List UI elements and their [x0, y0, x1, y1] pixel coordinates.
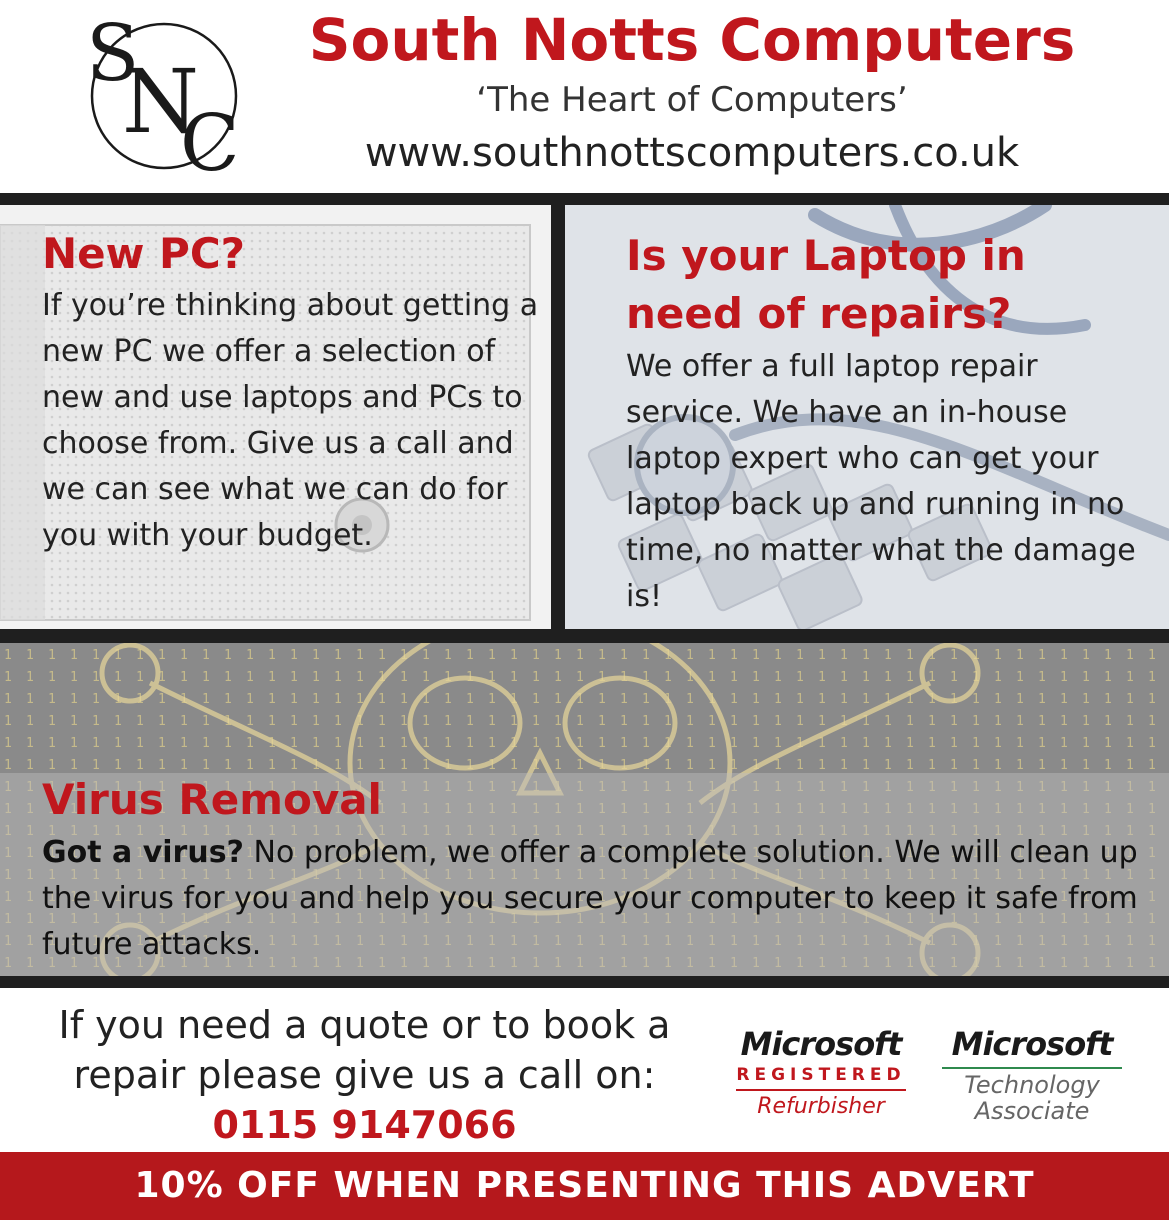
microsoft-technology-associate-badge [932, 1024, 1132, 1134]
badge-technology-label: Technology [964, 1071, 1100, 1099]
badge-divider [942, 1067, 1122, 1069]
badge-associate-label: Associate [974, 1097, 1090, 1125]
virus-heading: Virus Removal [42, 775, 382, 824]
new-pc-description: If you’re thinking about getting a new PC we offer a selection of new and use laptops and PCs to choose from. Give us a call and we can see what we can do for you with your budget. [42, 288, 539, 553]
new-pc-heading: New PC? [42, 229, 246, 278]
brand-title: South Notts Computers [308, 6, 1076, 74]
microsoft-registered-refurbisher-badge [726, 1024, 916, 1134]
virus-text: No problem, we offer a complete solution. We will clean up the virus for you and help you secure your computer to keep it safe from future attacks. [42, 835, 1138, 962]
virus-description [42, 830, 1142, 968]
tagline: ‘The Heart of Computers’ [476, 80, 908, 120]
badge-divider [736, 1089, 906, 1091]
microsoft-wordmark: Microsoft [951, 1025, 1113, 1063]
badge-registered-label: REGISTERED [736, 1065, 906, 1085]
badge-refurbisher-label: Refurbisher [757, 1094, 885, 1119]
laptop-heading: Is your Laptop in need of repairs? [626, 231, 1026, 338]
laptop-description: We offer a full laptop repair service. We have an in-house laptop expert who can get your laptop back up and running in no time, no matter what the damage is! [626, 349, 1136, 614]
microsoft-wordmark: Microsoft [740, 1025, 902, 1063]
svg-text:N: N [122, 50, 199, 153]
cta-text: If you need a quote or to book a repair please give us a call on: [58, 1003, 671, 1097]
svg-text:S: S [86, 10, 140, 99]
phone-number[interactable]: 0115 9147066 [212, 1103, 517, 1147]
virus-lead: Got a virus? [42, 835, 244, 870]
promo-text: 10% OFF WHEN PRESENTING THIS ADVERT [134, 1165, 1035, 1206]
svg-text:C: C [180, 99, 240, 175]
call-to-action [42, 1000, 687, 1150]
website-url[interactable]: www.southnottscomputers.co.uk [364, 130, 1020, 176]
snc-logo [80, 10, 245, 175]
